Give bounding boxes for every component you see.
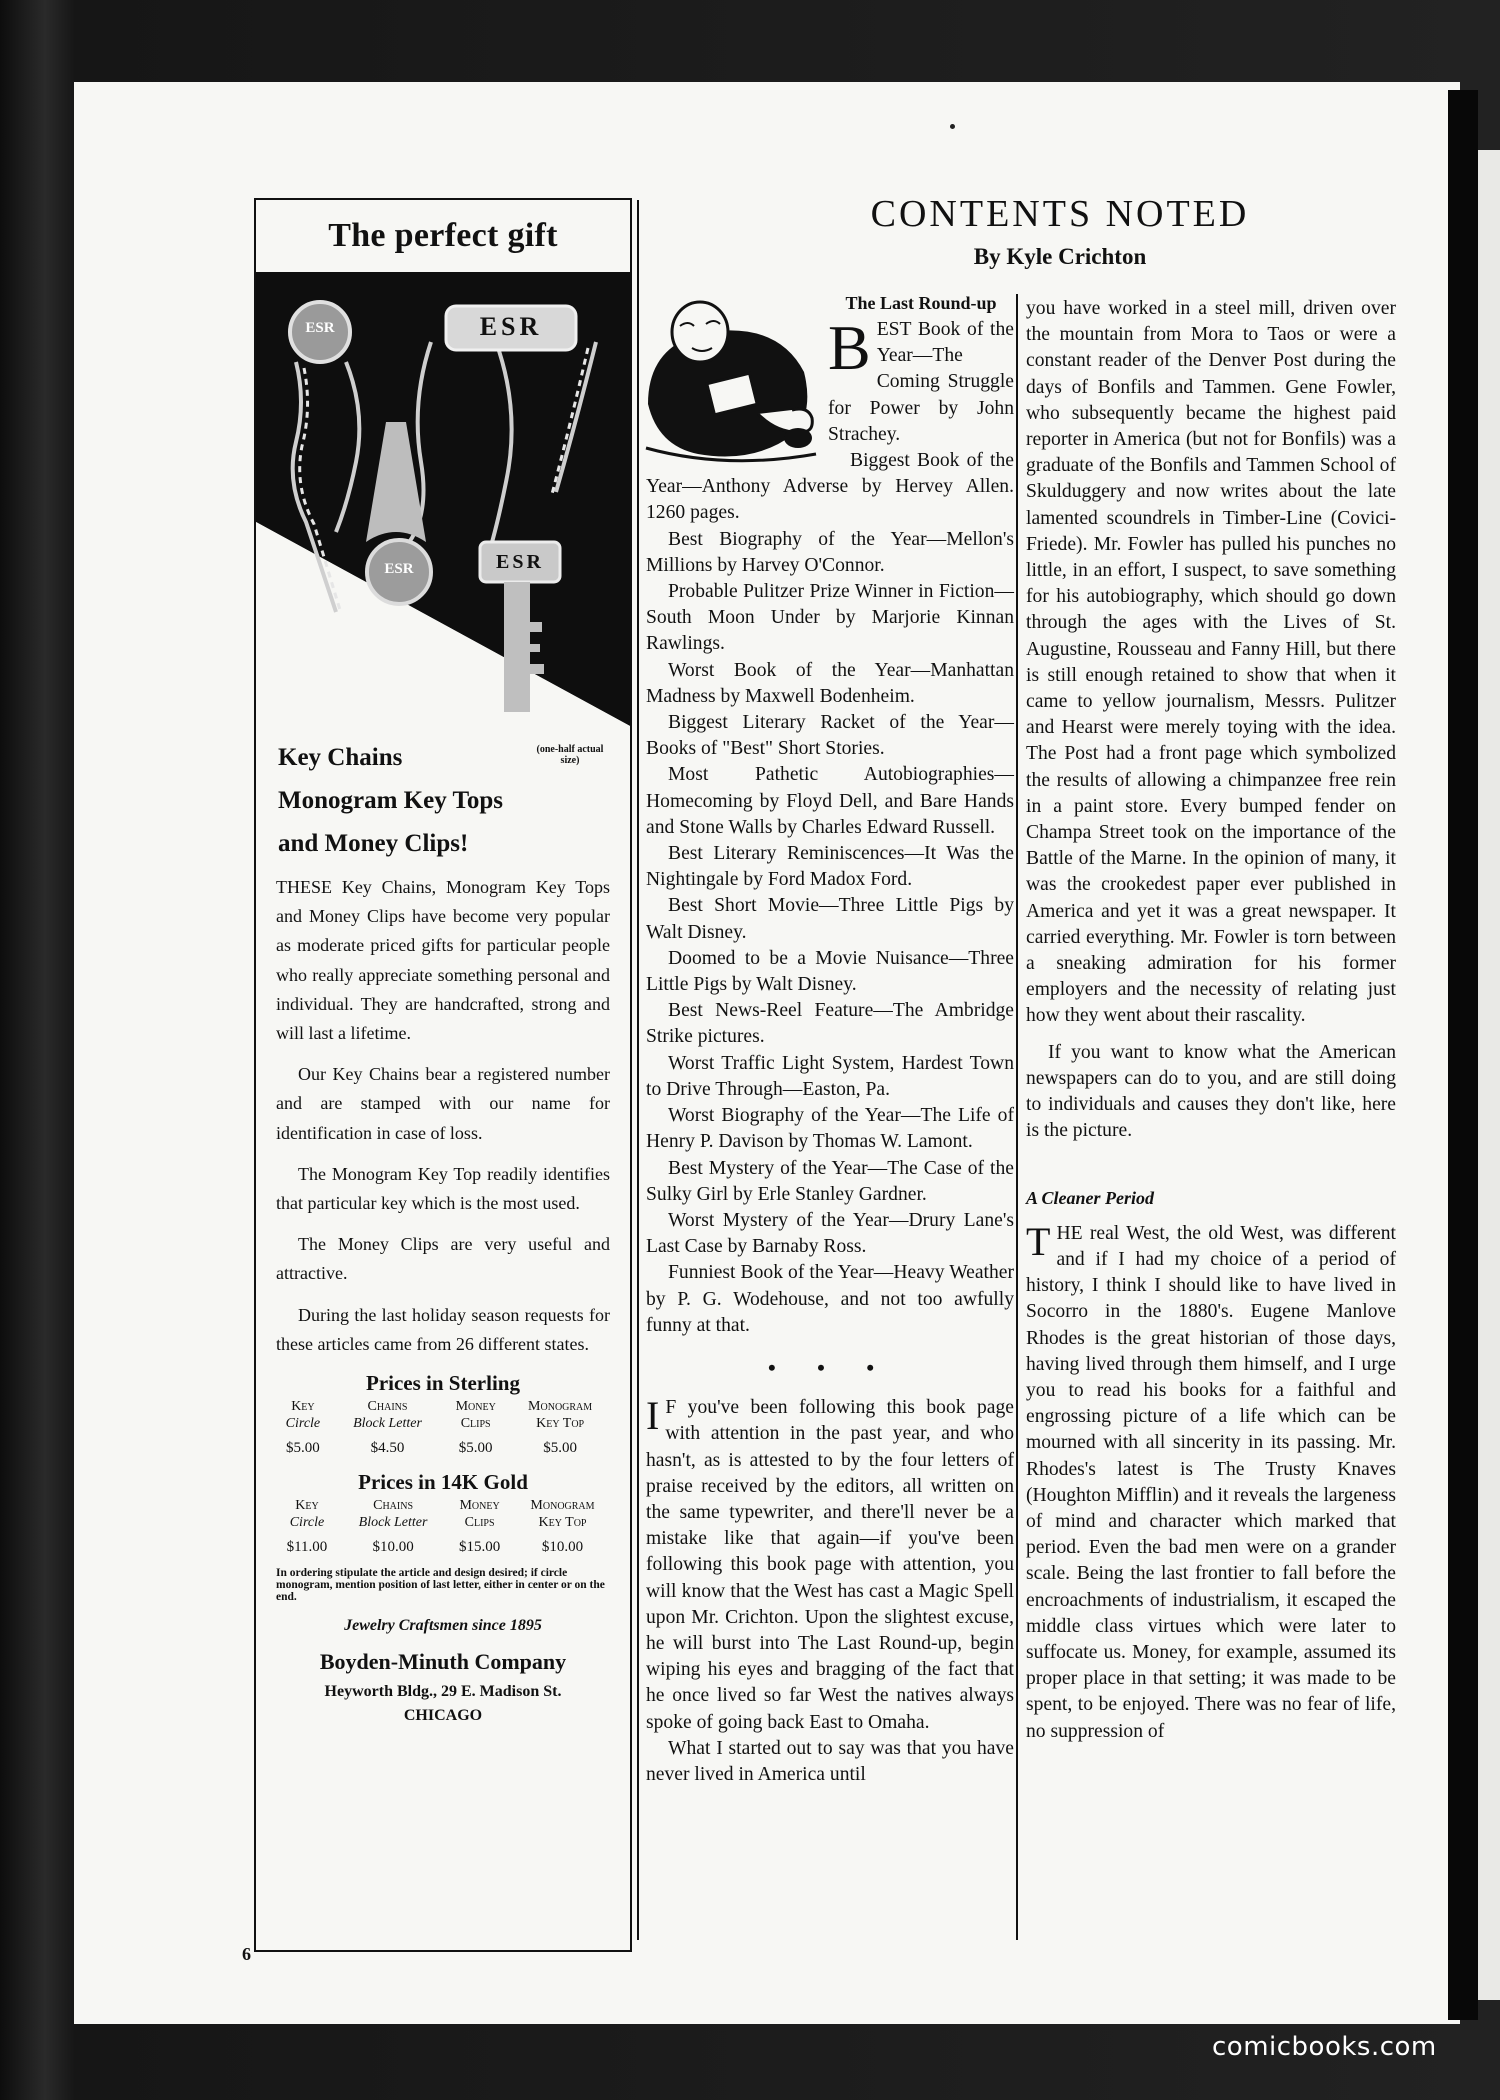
award-item: Best Literary Reminiscences—It Was the Nightingale by Ford Madox Ford. bbox=[646, 843, 1014, 891]
price-table-gold bbox=[274, 1497, 612, 1557]
price-cell: $15.00 bbox=[458, 1539, 501, 1556]
ad-tagline: Jewelry Craftsmen since 1895 bbox=[344, 1617, 542, 1635]
monogram-circle-top: ESR bbox=[305, 320, 335, 336]
monogram-bar-top: ESR bbox=[479, 312, 543, 341]
price-table-title: Prices in 14K Gold bbox=[358, 1470, 528, 1495]
award-item: Most Pathetic Autobiographies—Homecoming by Floyd Dell, and Bare Hands and Stone Walls by Charles Edward Russell. bbox=[646, 764, 1014, 838]
price-cell: $5.00 bbox=[543, 1440, 577, 1457]
body-paragraph: I F you've been following this book page with attention in the past year, and who hasn't, as is attested to by the four letters of praise received by the editors, all written on the same typewriter, and there'll never be a mistake like that again—if you've been following this book page with attention, you will know that the West has cast a Magic Spell upon Mr. Crichton. Upon the slightest excuse, he will burst into The Last Round-up, begin wiping his eyes and bragging of the fact that he once lived so far West the natives always spoke of going back East to Omaha. bbox=[646, 1393, 1014, 1733]
ad-paragraph: THESE Key Chains, Monogram Key Tops and Money Clips have become very popular as moderate priced gifts for particular people who really appreciate something personal and individual. They are handcrafted, strong and will last a lifetime. bbox=[276, 877, 610, 1044]
price-table-sterling bbox=[274, 1398, 612, 1458]
price-col-header: Key Circle bbox=[289, 1498, 325, 1531]
ad-paragraph: During the last holiday season requests for these articles came from 26 different states. bbox=[276, 1304, 610, 1354]
product-title-line: Key Chains bbox=[278, 744, 403, 771]
article-column-2 bbox=[1026, 296, 1396, 1745]
award-item: Best Biography of the Year—Mellon's Millions by Harvey O'Connor. bbox=[646, 528, 1014, 576]
advertisement bbox=[254, 198, 632, 1952]
price-col-header: Chains Block Letter bbox=[358, 1498, 428, 1531]
print-speck bbox=[950, 124, 955, 129]
award-item: Doomed to be a Movie Nuisance—Three Little Pigs by Walt Disney. bbox=[646, 947, 1014, 996]
award-item: Biggest Book of the Year—Anthony Adverse by Hervey Allen. 1260 pages. bbox=[646, 450, 1014, 524]
facing-page-edge bbox=[1478, 150, 1500, 2000]
column-rule bbox=[637, 200, 639, 1940]
article-byline: By Kyle Crichton bbox=[973, 244, 1147, 269]
ad-paragraph: Our Key Chains bear a registered number and are stamped with our name for identification in case of loss. bbox=[276, 1064, 610, 1143]
price-col-header: Chains Block Letter bbox=[353, 1399, 422, 1432]
section-heading: The Last Round-up bbox=[845, 293, 997, 313]
product-title bbox=[256, 726, 630, 865]
award-item: Best Mystery of the Year—The Case of the Sulky Girl by Erle Stanley Gardner. bbox=[646, 1157, 1014, 1205]
photo-size-note: (one-half actual size) bbox=[536, 744, 604, 766]
award-item: Best Short Movie—Three Little Pigs by Walt Disney. bbox=[646, 895, 1014, 943]
award-item: Worst Mystery of the Year—Drury Lane's Last Case by Barnaby Ross. bbox=[646, 1209, 1014, 1258]
drop-cap: B bbox=[828, 312, 871, 383]
product-photo bbox=[256, 272, 630, 726]
section-separator: • • • bbox=[767, 1354, 893, 1380]
site-watermark: comicbooks.com bbox=[1212, 2032, 1437, 2062]
price-lists bbox=[256, 1371, 630, 1557]
price-cell: $10.00 bbox=[372, 1539, 414, 1556]
reading-man-illustration bbox=[640, 286, 818, 472]
article-title: CONTENTS NOTED bbox=[870, 193, 1250, 235]
award-item: Funniest Book of the Year—Heavy Weather by P. G. Wodehouse, and not too awfully funny at that. bbox=[646, 1262, 1014, 1336]
price-cell: $4.50 bbox=[370, 1440, 405, 1457]
page-number: 6 bbox=[242, 1944, 251, 1964]
award-item: Best News-Reel Feature—The Ambridge Strike pictures. bbox=[646, 1000, 1014, 1048]
ad-copy bbox=[256, 865, 630, 1359]
price-cell: $5.00 bbox=[458, 1440, 493, 1457]
product-title-line: and Money Clips! bbox=[278, 830, 469, 857]
body-paragraph: What I started out to say was that you have never lived in America until bbox=[646, 1737, 1014, 1785]
price-cell: $10.00 bbox=[541, 1539, 584, 1556]
ad-headline: The perfect gift bbox=[328, 217, 558, 254]
product-title-line: Monogram Key Tops bbox=[278, 787, 504, 814]
price-col-header: Monogram Key Top bbox=[528, 1399, 593, 1432]
ad-paragraph: The Money Clips are very useful and attractive. bbox=[276, 1234, 610, 1284]
award-item: Worst Book of the Year—Manhattan Madness by Maxwell Bodenheim. bbox=[646, 659, 1014, 707]
body-paragraph: THE real West, the old West, was different and if I had my choice of a period of history, I think I should like to have lived in Socorro in the 1880's. Eugene Manlove Rhodes is the great historian of those days, having lived through them himself, and I urge you to read his books for a faithful and engrossing picture of a life which can be mourned with all sincerity in its passing. Mr. Rhodes's latest is The Trusty Knaves (Houghton Mifflin) and it reveals the largeness of mind and character which marked that period. Even the bad men were on a grander scale. Being the last frontier to fall before the encroachments of industrialism, it escaped the middle class virtues which were later to suffocate us. Money, for example, assumed its proper place in that setting; it was made to be spent, to be enjoyed. There was no fear of life, no suppression of bbox=[1026, 1218, 1396, 1742]
article-column-1 bbox=[646, 290, 1014, 1788]
monogram-key-top: ESR bbox=[496, 551, 544, 573]
price-col-header: Key Circle bbox=[285, 1399, 321, 1432]
body-paragraph: If you want to know what the American newspapers can do to you, and are still doing to individuals and causes they don't like, here is the picture. bbox=[1026, 1041, 1396, 1142]
binding-gutter bbox=[1448, 90, 1478, 2020]
award-item: Worst Traffic Light System, Hardest Town to Drive Through—Easton, Pa. bbox=[646, 1052, 1014, 1100]
company-name: Boyden-Minuth Company bbox=[319, 1649, 567, 1675]
price-cell: $5.00 bbox=[286, 1440, 320, 1457]
ad-paragraph: The Monogram Key Top readily identifies that particular key which is the most used. bbox=[276, 1163, 610, 1214]
drop-cap: I bbox=[646, 1393, 660, 1439]
drop-cap: T bbox=[1026, 1218, 1051, 1264]
company-city: CHICAGO bbox=[403, 1707, 483, 1725]
monogram-circle-middle: ESR bbox=[384, 561, 414, 577]
company-address: Heyworth Bldg., 29 E. Madison St. bbox=[324, 1683, 562, 1701]
product-photo-art bbox=[256, 272, 630, 726]
subsection-heading: A Cleaner Period bbox=[1026, 1187, 1155, 1208]
award-item: Worst Biography of the Year—The Life of Henry P. Davison by Thomas W. Lamont. bbox=[646, 1105, 1014, 1153]
lead-paragraph: BEST Book of the Year—The Coming Struggle for Power by John Strachey. bbox=[828, 312, 1014, 445]
price-cell: $11.00 bbox=[286, 1539, 328, 1556]
award-item: Probable Pulitzer Prize Winner in Fiction—South Moon Under by Marjorie Kinnan Rawlings. bbox=[646, 581, 1014, 655]
price-col-header: Money Clips bbox=[455, 1399, 496, 1432]
body-paragraph: you have worked in a steel mill, driven over the mountain from Mora to Taos or were a constant reader of the Denver Post during the days of Bonfils and Tammen. Gene Fowler, who subsequently became the highest paid reporter in America (but not for Bonfils) was a graduate of the Bonfils and Tammen School of Skulduggery and now writes about the late lamented scoundrels in Timber-Line (Covici-Friede). Mr. Fowler has pulled his punches no little, in an effort, I suspect, to save something for his autobiography, which should go down through the ages with the Lives of St. Augustine, Rousseau and Fanny Hill, but there is still enough retained to show that when it came to yellow journalism, Messrs. Pulitzer and Hearst were merely toying with the idea. The Post had a front page which symbolized the results of allowing a chimpanzee free rein in a paint store. Every bumped fender on Champa Street took on the importance of the Battle of the Marne. In the opinion of many, it was the crookedest paper ever published in America and yet it was a great newspaper. It carried everything. Mr. Fowler is torn between a sneaking admiration for his former employers and the necessity of relating just how they went about their rascality. bbox=[1026, 298, 1396, 1027]
column-rule bbox=[1016, 294, 1018, 1940]
price-col-header: Monogram Key Top bbox=[530, 1498, 595, 1531]
order-note: In ordering stipulate the article and design desired; if circle monogram, mention position of last letter, either in center or on the end. bbox=[276, 1567, 605, 1604]
price-table-title: Prices in Sterling bbox=[366, 1371, 520, 1396]
price-col-header: Money Clips bbox=[459, 1498, 500, 1531]
award-item: Biggest Literary Racket of the Year—Books of "Best" Short Stories. bbox=[646, 712, 1014, 760]
